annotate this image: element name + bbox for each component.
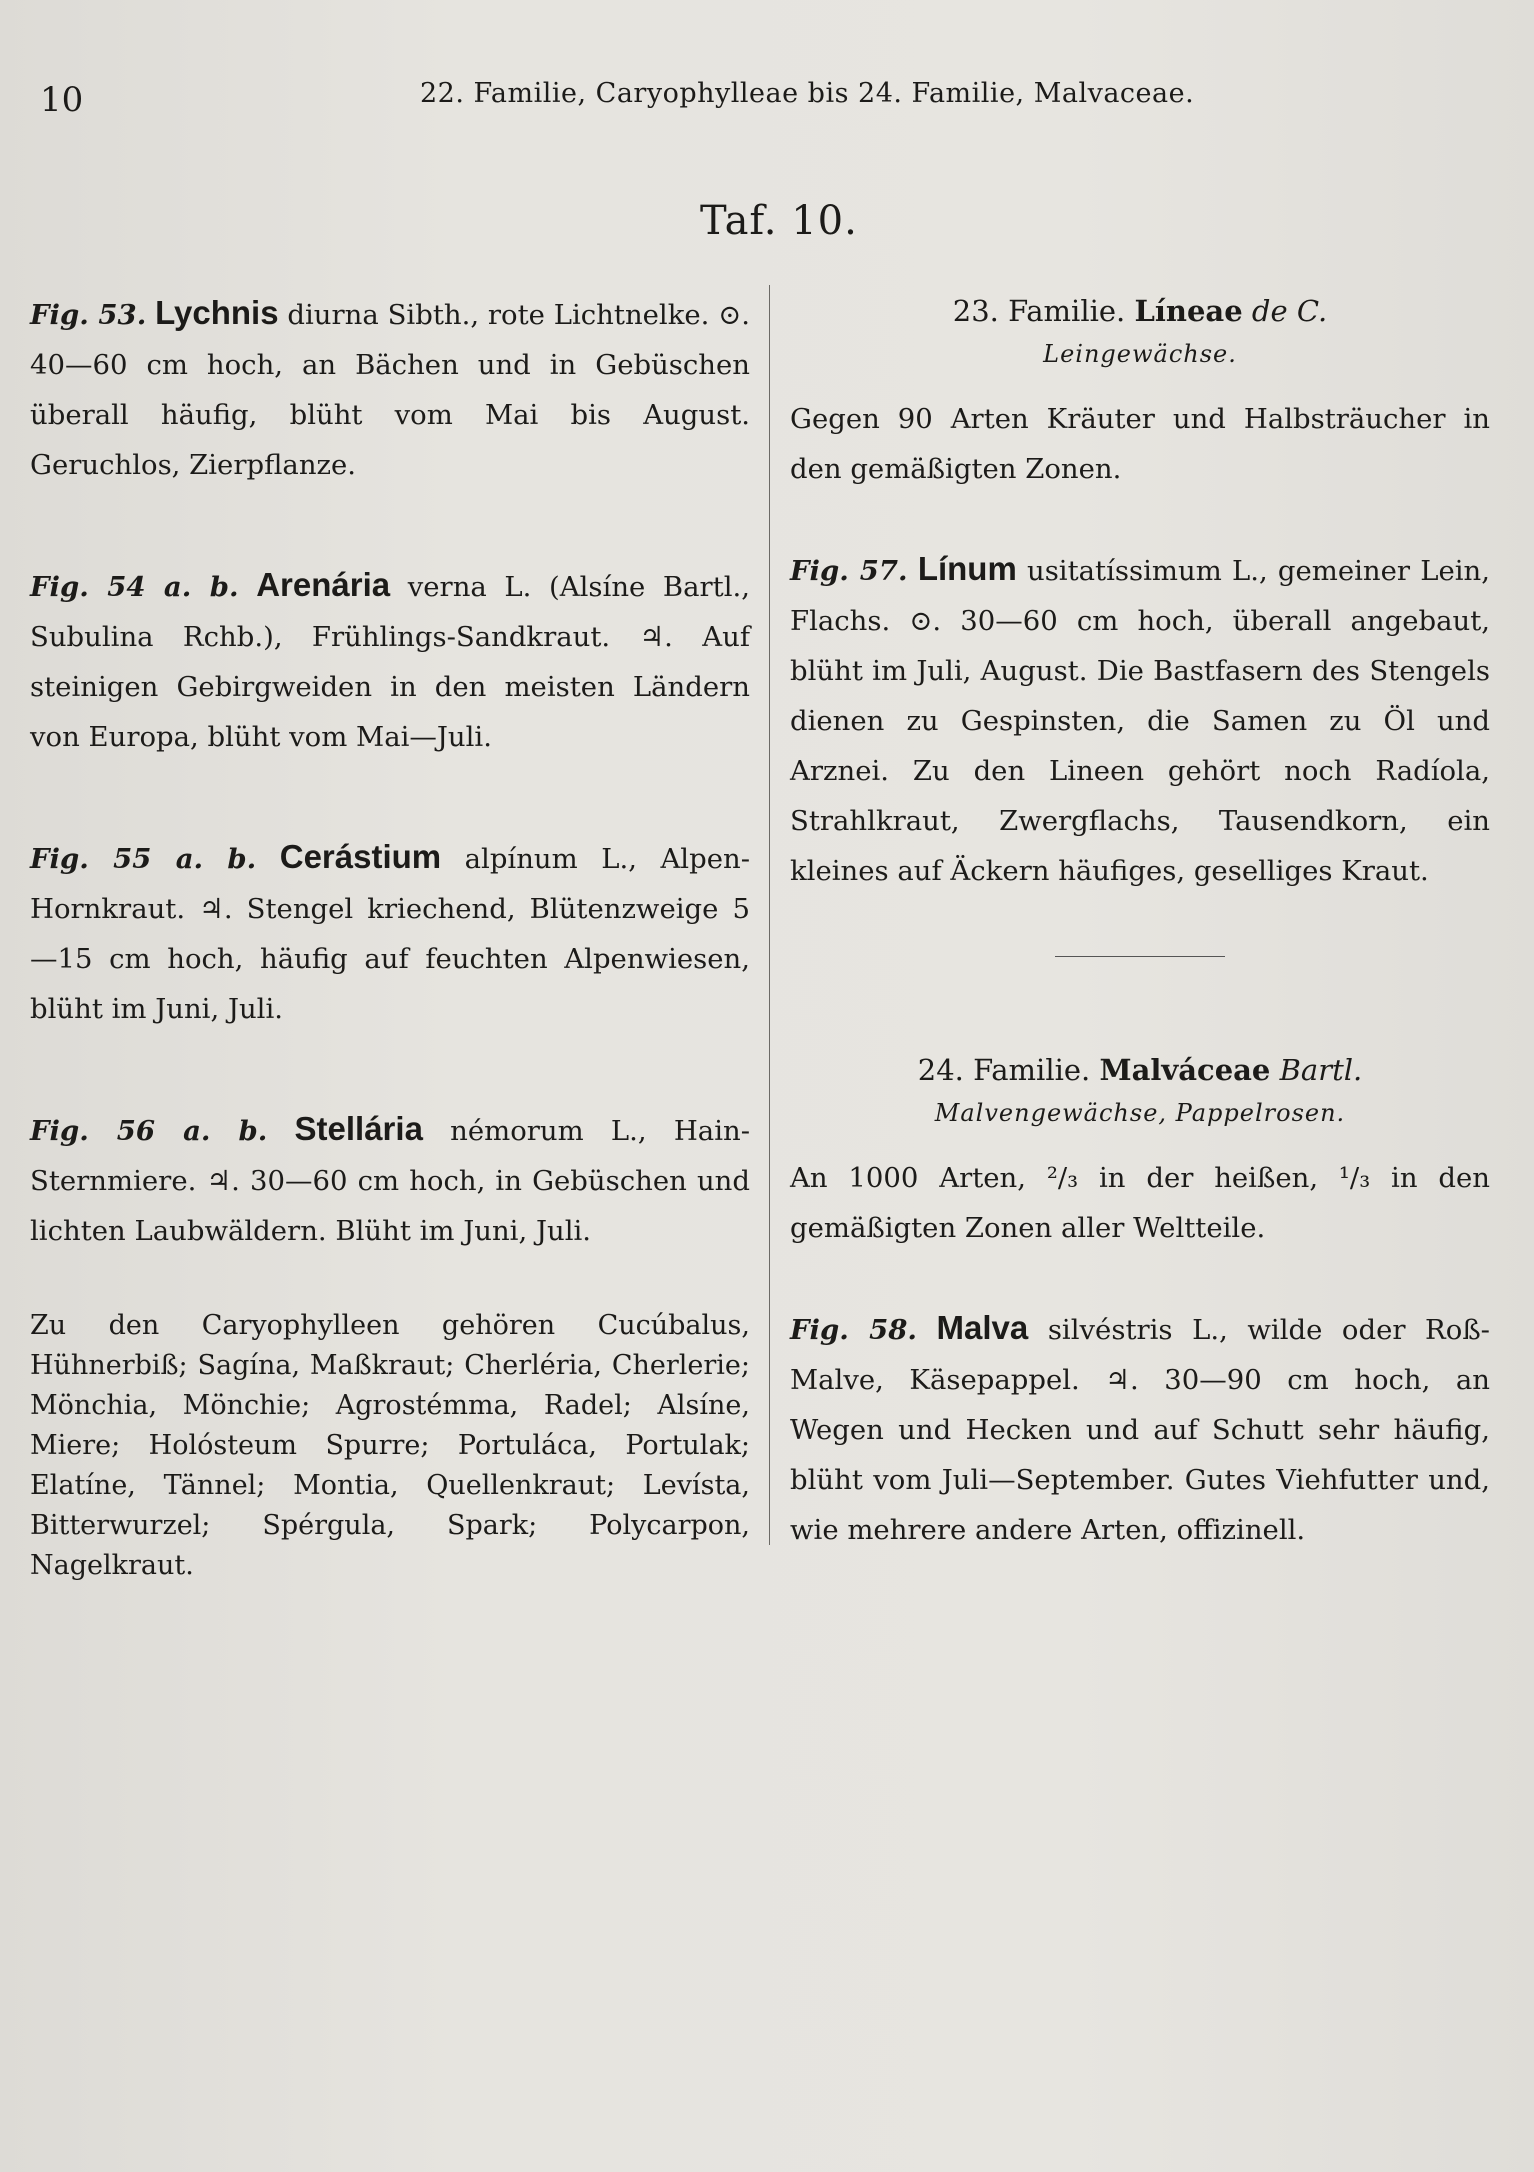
genus-name: Lychnis [155,294,279,331]
fig-label: Fig. 55 a. b. [30,843,257,875]
plate-title: Taf. 10. [700,198,858,244]
family-24-description: An 1000 Arten, ²/₃ in der heißen, ¹/₃ in den gemäßigten Zonen aller Weltteile. [790,1162,1490,1244]
genus-name: Línum [917,550,1017,587]
entry-text: diurna Sibth., rote Lichtnelke. ⊙. 40—60 cm hoch, an Bächen und in Gebüschen überall häufig, blüht vom Mai bis August. Geruchlos, Zierpflanze. [30,299,750,481]
section-rule [1055,956,1225,957]
fig-label: Fig. 53. [30,299,147,331]
family-number: 24. Familie. [917,1053,1091,1087]
fig-label: Fig. 54 a. b. [30,571,239,603]
fig-label: Fig. 58. [790,1314,917,1346]
family-name: Malváceae [1099,1053,1271,1087]
caryophylleae-note: Zu den Caryophylleen gehören Cucúbalus, Hühnerbiß; Sagína, Maßkraut; Cherléria, Cherlerie; Mönchia, Mönchie; Agrostémma, Radel; Alsíne, Miere; Holósteum Spurre; Portuláca, Portulak; Elatíne, Tännel; Montia, Quellenkraut; Levísta, Bitterwurzel; Spérgula, Spark; Polycarpon, Nagelkraut. [30,1310,750,1581]
fig-label: Fig. 57. [790,555,908,587]
entry-text: alpínum L., Alpen-Hornkraut. ♃. Stengel kriechend, Blütenzweige 5—15 cm hoch, häufig auf feuchten Alpenwiesen, blüht im Juni, Juli. [30,843,750,1025]
entry-fig-53 [30,288,750,490]
family-23-common-name: Leingewächse. [1043,340,1237,368]
entry-fig-57 [790,544,1490,896]
entry-fig-54 [30,560,750,762]
family-23-description: Gegen 90 Arten Kräuter und Halbsträucher in den gemäßigten Zonen. [790,403,1490,485]
entry-fig-58 [790,1303,1490,1555]
genus-name: Stellária [294,1110,423,1147]
family-24-common-name: Malvengewächse, Pappelrosen. [934,1099,1346,1127]
entry-text: verna L. (Alsíne Bartl., Subulina Rchb.), Frühlings-Sandkraut. ♃. Auf steinigen Gebirgweiden in den meisten Ländern von Europa, blüht vom Mai—Juli. [30,571,750,753]
entry-text: silvéstris L., wilde oder Roß-Malve, Käsepappel. ♃. 30—90 cm hoch, an Wegen und Hecken und auf Schutt sehr häufig, blüht vom Juli—September. Gutes Viehfutter und, wie mehrere andere Arten, offizinell. [790,1314,1490,1546]
column-divider [769,285,770,1545]
family-name: Líneae [1134,294,1243,328]
family-number: 23. Familie. [952,294,1126,328]
genus-name: Cerástium [279,838,442,875]
entry-fig-55 [30,832,750,1034]
entry-fig-56 [30,1104,750,1256]
family-author: de C. [1251,294,1328,328]
entry-text: usitatíssimum L., gemeiner Lein, Flachs. ⊙. 30—60 cm hoch, überall angebaut, blüht im Juli, August. Die Bastfasern des Stengels dienen zu Gespinsten, die Samen zu Öl und Arznei. Zu den Lineen gehört noch Radíola, Strahlkraut, Zwergflachs, Tausendkorn, ein kleines auf Äckern häufiges, geselliges Kraut. [790,555,1490,887]
left-column [30,288,750,1613]
genus-name: Malva [936,1309,1029,1346]
fig-label: Fig. 56 a. b. [30,1115,268,1147]
family-author: Bartl. [1279,1053,1363,1087]
family-24-heading [790,1047,1490,1093]
family-23-heading [790,288,1490,334]
page-number: 10 [40,80,84,120]
entry-text: némorum L., Hain-Sternmiere. ♃. 30—60 cm hoch, in Gebüschen und lichten Laubwäldern. Blüht im Juni, Juli. [30,1115,750,1247]
running-head: 22. Familie, Caryophylleae bis 24. Familie, Malvaceae. [420,78,1195,109]
right-column [790,288,1490,1595]
genus-name: Arenária [256,566,391,603]
